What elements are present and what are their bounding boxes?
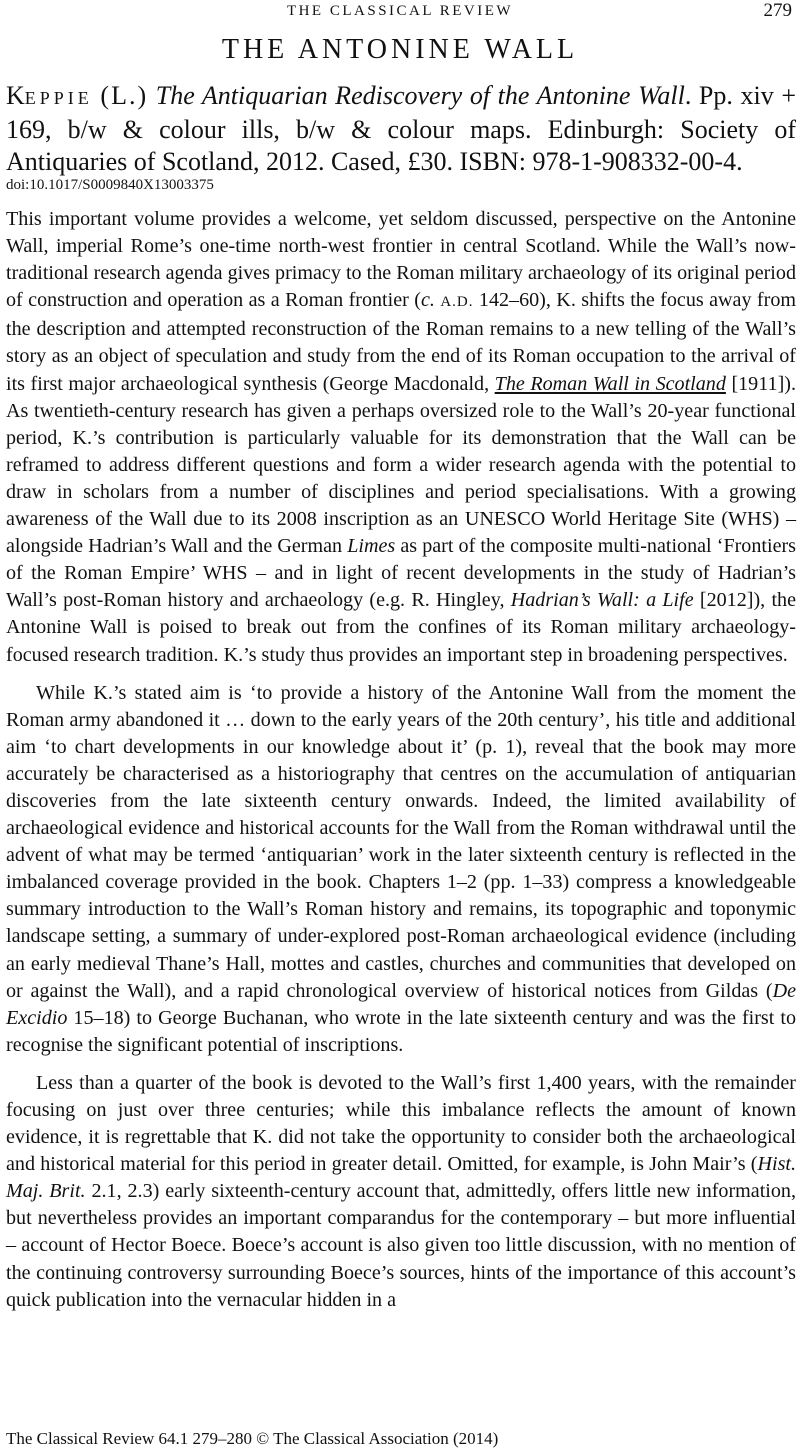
paragraph-2 [6, 680, 796, 1059]
author-forename: (L.) [100, 81, 149, 110]
text-run: 2.1, 2.3) early sixteenth-century account that, admittedly, offers little new information, but nevertheless provides an important comparandus for the contemporary – but more influential – account of Hector Boece. Boece’s account is also given too little discussion, with no mention of the continuing controversy surrounding Boece’s sources, hints of the importance of this account’s quick publication into the vernacular hidden in a [6, 1180, 796, 1311]
author-initial: K [6, 81, 25, 110]
book-details: . Pp. xiv + 169, b/w & colour ills, b/w & colour maps. Edinburgh: Society of Antiquaries of Scotland, 2012. Cased, £30. ISBN: 978-1-908332-00-4. [6, 81, 797, 176]
doi: doi:10.1017/S0009840X13003375 [6, 177, 214, 193]
text-run: Less than a quarter of the book is devoted to the Wall’s first 1,400 years, with the remainder focusing on just over three centuries; while this imbalance reflects the amount of known evidence, it is regrettable that K. did not take the opportunity to consider both the archaeological and historical material for this period in greater detail. Omitted, for example, is John Mair’s ( [6, 1071, 796, 1176]
cited-title: Hist. Maj. Brit. [6, 1153, 796, 1203]
cited-title: De Excidio [6, 979, 796, 1029]
review-body [6, 206, 796, 1325]
text-run: 142–60), K. shifts the focus away from the description and attempted reconstruction of the Roman remains to a new telling of the Wall’s story as an object of speculation and study from the end of its Roman occupation to the arrival of its first major archaeological synthesis (George Macdonald, [6, 289, 796, 395]
text-run: as part of the composite multi-national ‘Frontiers of the Roman Empire’ WHS – and in light of recent developments in the study of Hadrian’s Wall’s post-Roman history and archaeology (e.g. R. Hingley, [6, 535, 797, 612]
cited-title: The Roman Wall in Scotland [494, 372, 726, 395]
text-run: This important volume provides a welcome, yet seldom discussed, perspective on the Antonine Wall, imperial Rome’s one-time north-west frontier in central Scotland. While the Wall’s now-traditional research agenda gives primacy to the Roman military archaeology of its original period of construction and operation as a Roman frontier ( [6, 208, 796, 312]
book-title: The Antiquarian Rediscovery of the Antonine Wall [155, 81, 685, 110]
ad-abbrev: A.D. [440, 294, 474, 311]
cited-title: Hadrian’s Wall: a Life [510, 589, 694, 612]
circa-abbrev: c. [420, 289, 435, 312]
text-run: 15–18) to George Buchanan, who wrote in the late sixteenth century and was the first to recognise the significant potential of inscriptions. [6, 1006, 796, 1056]
page-footer: The Classical Review 64.1 279–280 © The Classical Association (2014) [6, 1429, 499, 1448]
author-surname-rest: EPPIE [24, 88, 93, 108]
cited-term: Limes [347, 535, 396, 558]
book-citation [6, 80, 796, 178]
page-number: 279 [763, 0, 792, 21]
running-head [0, 0, 800, 26]
section-title: THE ANTONINE WALL [221, 34, 579, 65]
text-run: While K.’s stated aim is ‘to provide a history of the Antonine Wall from the moment the Roman army abandoned it … down to the early years of the 20th century’, his title and additional aim ‘to chart developments in our knowledge about it’ (p. 1), reveal that the book may more accurately be characterised as a historiography that centres on the accumulation of antiquarian discoveries from the late sixteenth century onwards. Indeed, the limited availability of archaeological evidence and historical accounts for the Wall from the Roman withdrawal until the advent of what may be termed ‘antiquarian’ work in the later sixteenth century is reflected in the imbalanced coverage provided in the book. Chapters 1–2 (pp. 1–33) compress a knowledgeable summary introduction to the Wall’s Roman history and remains, its topographic and toponymic landscape setting, a summary of under-explored post-Roman archaeological evidence (including an early medieval Thane’s Hall, mottes and castles, churches and communities that developed on or against the Wall), and a rapid chronological overview of historical notices from Gildas ( [6, 681, 796, 1002]
text-run: [2012]), the Antonine Wall is poised to break out from the confines of its Roman military archaeology-focused research tradition. K.’s study thus provides an important step in broadening perspectives. [6, 589, 796, 666]
journal-running-title: THE CLASSICAL REVIEW [286, 3, 514, 19]
text-run: [1911]). As twentieth-century research has given a perhaps oversized role to the Wall’s 20-year functional period, K.’s contribution is particularly valuable for its demonstration that the Wall can be reframed to address different questions and form a wider research agenda with the potential to draw in scholars from a number of disciplines and period specialisations. With a growing awareness of the Wall due to its 2008 inscription as an UNESCO World Heritage Site (WHS) – alongside Hadrian’s Wall and the German [6, 372, 796, 558]
paragraph-1 [6, 206, 796, 669]
paragraph-3 [6, 1070, 796, 1314]
